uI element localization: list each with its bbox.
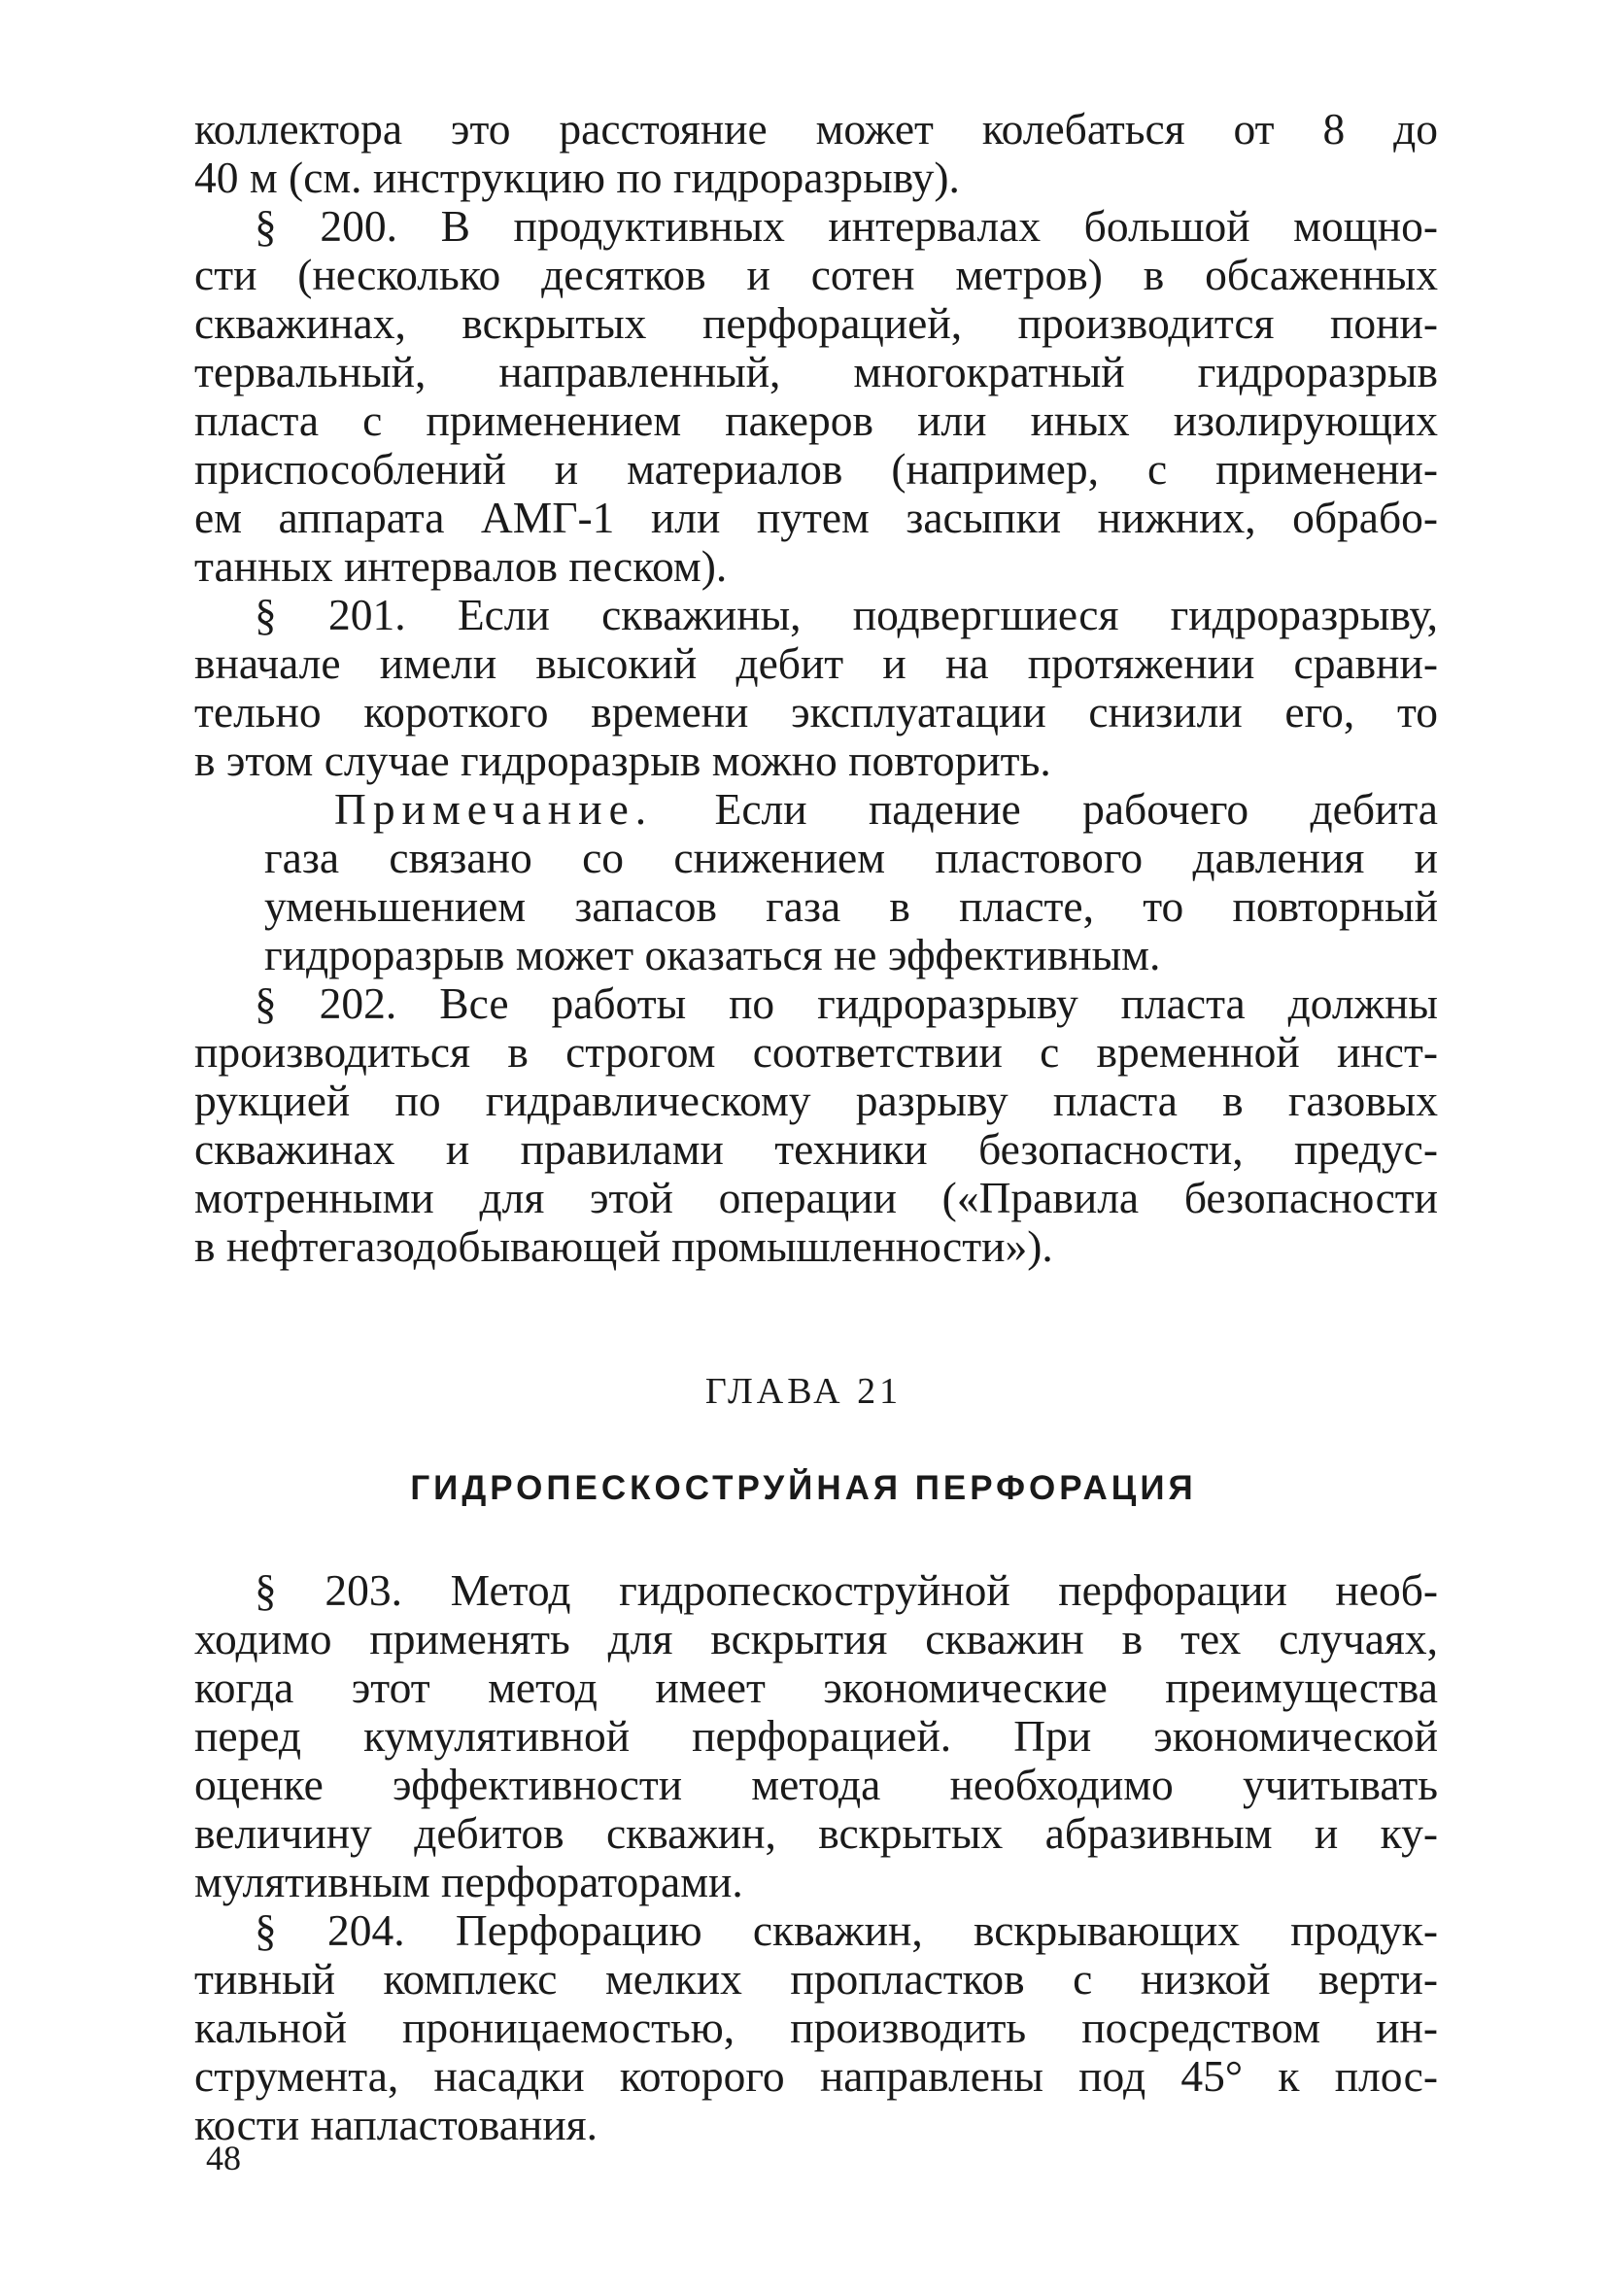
text-line: сти (несколько десятков и сотен метров) в обсаженных bbox=[194, 250, 1438, 299]
text-line: мотренными для этой операции («Правила безопасности bbox=[194, 1173, 1438, 1222]
text-block-1 bbox=[194, 105, 1438, 785]
text-line: тервальный, направленный, многократный гидроразрыв bbox=[194, 347, 1438, 396]
text-line: ем аппарата АМГ-1 или путем засыпки нижних, обрабо- bbox=[194, 493, 1438, 542]
text-line: в этом случае гидроразрыв можно повторить. bbox=[194, 736, 1051, 785]
note-line: гидроразрыв может оказаться не эффективным. bbox=[264, 930, 1161, 979]
chapter-label: ГЛАВА 21 bbox=[704, 1371, 903, 1412]
text-line: 40 м (см. инструкцию по гидроразрыву). bbox=[194, 153, 960, 202]
paragraph-201-start: § 201. Если скважины, подвергшиеся гидроразрыву, bbox=[255, 590, 1438, 639]
paragraph-200-start: § 200. В продуктивных интервалах большой мощно- bbox=[255, 201, 1438, 251]
text-line: оценке эффективности метода необходимо учитывать bbox=[194, 1760, 1438, 1809]
text-line: танных интервалов песком). bbox=[194, 541, 728, 591]
note-text: Если падение рабочего дебита bbox=[653, 784, 1438, 834]
text-line: скважинах, вскрытых перфорацией, производится пони- bbox=[194, 298, 1438, 348]
text-line: скважинах и правилами техники безопасности, предус- bbox=[194, 1124, 1438, 1174]
text-line: производиться в строгом соответствии с временной инст- bbox=[194, 1027, 1438, 1077]
paragraph-202-start: § 202. Все работы по гидроразрыву пласта должны bbox=[255, 978, 1438, 1028]
note-line: газа связано со снижением пластового давления и bbox=[264, 833, 1438, 882]
chapter-title: ГИДРОПЕСКОСТРУЙНАЯ ПЕРФОРАЦИЯ bbox=[410, 1469, 1197, 1507]
page-number: 48 bbox=[206, 2139, 241, 2177]
note-block bbox=[264, 785, 1438, 979]
text-block-2 bbox=[194, 979, 1438, 1271]
text-line: кости напластования. bbox=[194, 2100, 598, 2149]
note-first-line bbox=[264, 785, 1438, 834]
text-line: коллектора это расстояние может колебаться от 8 до bbox=[194, 104, 1438, 154]
text-line: когда этот метод имеет экономические преимущества bbox=[194, 1662, 1438, 1712]
text-line: в нефтегазодобывающей промышленности»). bbox=[194, 1221, 1053, 1271]
text-line: кальной проницаемостью, производить посредством ин- bbox=[194, 2003, 1438, 2052]
paragraph-204-start: § 204. Перфорацию скважин, вскрывающих продук- bbox=[255, 1905, 1438, 1955]
text-line: приспособлений и материалов (например, с применени- bbox=[194, 444, 1438, 494]
text-line: вначале имели высокий дебит и на протяжении сравни- bbox=[194, 638, 1438, 688]
text-line: перед кумулятивной перфорацией. При экономической bbox=[194, 1711, 1438, 1761]
text-line: ходимо применять для вскрытия скважин в тех случаях, bbox=[194, 1614, 1438, 1663]
text-line: мулятивным перфораторами. bbox=[194, 1857, 743, 1906]
text-line: рукцией по гидравлическому разрыву пласта в газовых bbox=[194, 1076, 1438, 1125]
note-label: Примечание. bbox=[334, 784, 654, 834]
text-line: тельно короткого времени эксплуатации снизили его, то bbox=[194, 687, 1438, 737]
text-line: тивный комплекс мелких пропластков с низкой верти- bbox=[194, 1954, 1438, 2004]
note-line: уменьшением запасов газа в пласте, то повторный bbox=[264, 881, 1438, 931]
text-line: пласта с применением пакеров или иных изолирующих bbox=[194, 395, 1438, 445]
paragraph-203-start: § 203. Метод гидропескоструйной перфорации необ- bbox=[255, 1565, 1438, 1615]
text-line: струмента, насадки которого направлены под 45° к плос- bbox=[194, 2051, 1438, 2101]
text-line: величину дебитов скважин, вскрытых абразивным и ку- bbox=[194, 1808, 1438, 1858]
text-block-3 bbox=[194, 1566, 1438, 2149]
